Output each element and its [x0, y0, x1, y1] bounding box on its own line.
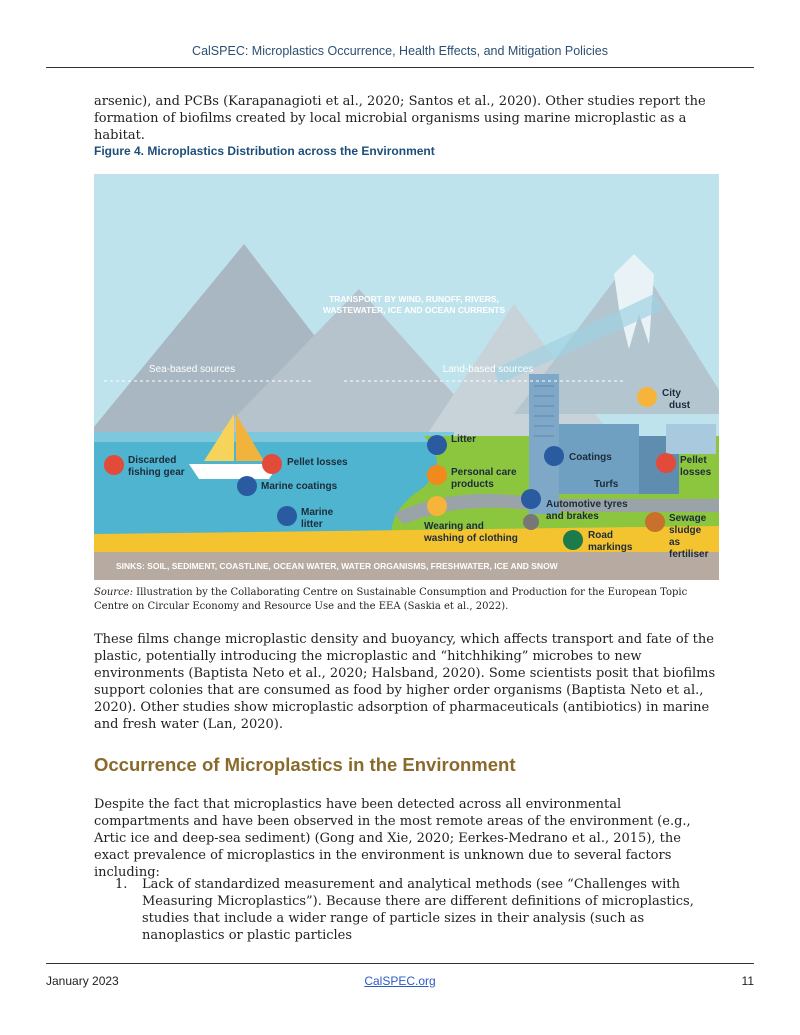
- svg-text:Road: Road: [588, 530, 613, 541]
- svg-text:Pellet: Pellet: [680, 455, 707, 466]
- svg-text:Wearing and: Wearing and: [424, 521, 484, 532]
- svg-text:and brakes: and brakes: [546, 511, 599, 522]
- footer-date: January 2023: [46, 974, 119, 988]
- microplastics-distribution-illustration: [94, 174, 719, 580]
- svg-text:City: City: [662, 388, 681, 399]
- svg-text:Litter: Litter: [451, 434, 476, 445]
- svg-text:washing of clothing: washing of clothing: [424, 533, 518, 544]
- svg-text:products: products: [451, 479, 494, 490]
- page-header-title: CalSPEC: Microplastics Occurrence, Health Effects, and Mitigation Policies: [192, 44, 608, 58]
- svg-text:Automotive tyres: Automotive tyres: [546, 499, 628, 510]
- list-item: [115, 876, 715, 944]
- svg-text:fishing gear: fishing gear: [128, 467, 185, 478]
- svg-text:Sewage: Sewage: [669, 513, 707, 524]
- intro-paragraph: arsenic), and PCBs (Karapanagioti et al., 2020; Santos et al., 2020). Other studies report the formation of biofilms created by local microbial organisms using marine microplastic as a habitat.: [94, 94, 706, 143]
- header-divider: [46, 67, 754, 68]
- paragraph-occurrence: Despite the fact that microplastics have been detected across all environmental compartments and have been observed in the most remote areas of the environment (e.g., Artic ice and deep-sea sediment) (Gong and Xie, 2020; Eerkes-Medrano et al., 2015), the exact prevalence of microplastics in the environment is unknown due to several factors including:: [94, 797, 691, 880]
- svg-text:losses: losses: [680, 467, 712, 478]
- svg-text:Marine coatings: Marine coatings: [261, 481, 338, 492]
- svg-text:Marine: Marine: [301, 507, 334, 518]
- svg-text:SINKS: SOIL, SEDIMENT, COASTLI: SINKS: SOIL, SEDIMENT, COASTLINE, OCEAN WATER, WATER ORGANISMS, FRESHWATER, ICE AND SNOW: [116, 561, 558, 571]
- svg-text:WASTEWATER, ICE AND OCEAN CURR: WASTEWATER, ICE AND OCEAN CURRENTS: [322, 305, 506, 315]
- footer-divider: [46, 963, 754, 964]
- svg-text:Personal care: Personal care: [451, 467, 517, 478]
- svg-text:Pellet losses: Pellet losses: [287, 457, 348, 468]
- svg-text:Discarded: Discarded: [128, 455, 177, 466]
- svg-text:sludge: sludge: [669, 525, 702, 536]
- svg-text:TRANSPORT BY WIND, RUNOFF, RIV: TRANSPORT BY WIND, RUNOFF, RIVERS,: [329, 294, 499, 304]
- list-item-number: 1.: [115, 877, 128, 892]
- svg-text:litter: litter: [301, 519, 323, 530]
- paragraph-biofilms: These films change microplastic density and buoyancy, which affects transport and fate of the plastic, potentially introducing the microplastic and “hitchhiking” microbes to new environments (Baptista Neto et al., 2020; Halsband, 2020). Some scientists posit that biofilms support colonies that are consumed as food by higher order organisms (Baptista Neto et al., 2020). Other studies show microplastic adsorption of pharmaceuticals (antibiotics) in marine and fresh water (Lan, 2020).: [94, 632, 716, 732]
- footer-link[interactable]: CalSPEC.org: [364, 974, 436, 988]
- page-number: 11: [741, 974, 754, 988]
- svg-text:Sea-based sources: Sea-based sources: [148, 364, 236, 375]
- figure-source: Source: Illustration by the Collaborating Centre on Sustainable Consumption and Production for the European Topic Centre on Circular Economy and Resource Use and the EEA (Saskia et al., 2022).: [94, 587, 688, 612]
- svg-text:Land-based sources: Land-based sources: [442, 364, 534, 375]
- figure-caption: Figure 4. Microplastics Distribution across the Environment: [94, 144, 435, 158]
- section-heading: Occurrence of Microplastics in the Environment: [94, 754, 516, 775]
- svg-text:as: as: [669, 537, 681, 548]
- svg-text:Turfs: Turfs: [594, 479, 619, 490]
- svg-text:dust: dust: [669, 400, 691, 411]
- list-item-text: Lack of standardized measurement and analytical methods (see “Challenges with Measuring Microplastics”). Because there are different definitions of microplastics, studies that include a wider range of particle sizes in their analysis (such as nanoplastics or plastic particles: [142, 877, 694, 943]
- svg-text:fertiliser: fertiliser: [669, 549, 709, 560]
- svg-text:Coatings: Coatings: [569, 452, 612, 463]
- svg-text:markings: markings: [588, 542, 633, 553]
